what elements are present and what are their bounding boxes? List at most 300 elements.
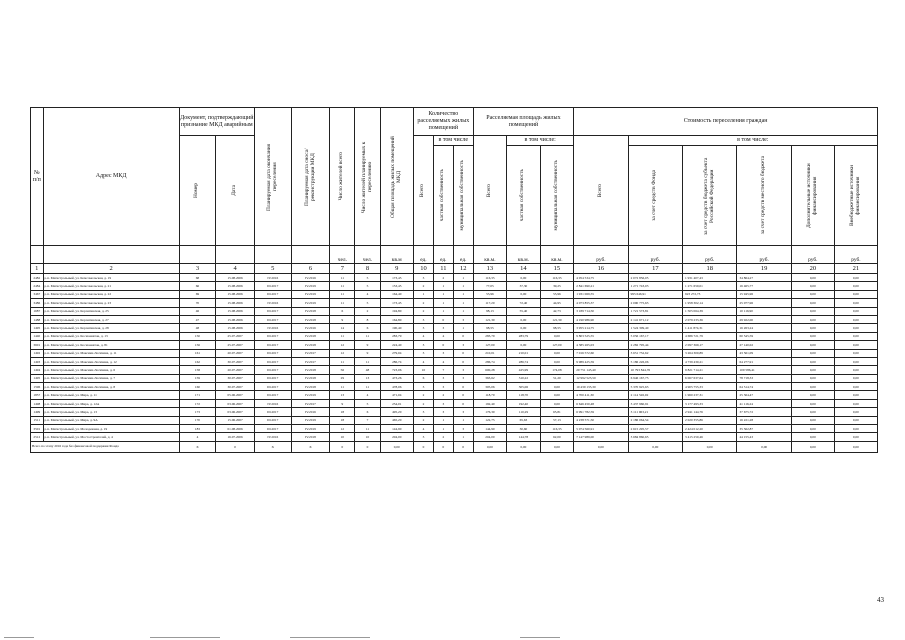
table-cell: 2 bbox=[414, 416, 434, 424]
table-cell: р.п. Магистральный, ул. Корчагинская, д. 25 bbox=[43, 307, 179, 315]
table-row bbox=[31, 374, 878, 382]
table-cell: 1 bbox=[453, 433, 473, 441]
resettlement-table bbox=[30, 107, 878, 453]
table-cell: р.п. Магистральный, ул. Максима Лесихина, д. 11 bbox=[43, 349, 179, 357]
table-cell: 2 841 690,21 bbox=[574, 282, 628, 290]
table-cell: ед. bbox=[414, 246, 434, 264]
table-cell: 118,70 bbox=[507, 391, 540, 399]
table-cell: 65,81 bbox=[540, 408, 574, 416]
table-cell: 2 141 671,12 bbox=[628, 315, 682, 323]
table-cell: 0 bbox=[453, 441, 473, 452]
header-date: Дата bbox=[216, 136, 255, 246]
table-row bbox=[31, 366, 878, 374]
table-cell: 0,00 bbox=[507, 274, 540, 282]
table-cell: 20.07.2007 bbox=[216, 349, 255, 357]
table-cell bbox=[43, 246, 179, 264]
table-cell: 144,90 bbox=[473, 425, 506, 433]
table-cell: 4 739 430,21 bbox=[683, 357, 737, 365]
table-cell: 4 bbox=[433, 357, 453, 365]
table-cell: III.2017 bbox=[254, 315, 291, 323]
table-cell: 44 155,43 bbox=[737, 433, 791, 441]
table-cell: 47 bbox=[179, 315, 216, 323]
table-cell: 16.07.2006 bbox=[216, 433, 255, 441]
table-cell: 286,74 bbox=[507, 357, 540, 365]
header-area-incl: в том числе: bbox=[507, 136, 574, 146]
header-fund: за счет средств Фонда bbox=[628, 146, 682, 246]
table-cell: 1596 bbox=[31, 383, 44, 391]
table-cell: 0,00 bbox=[791, 408, 834, 416]
table-cell: 7 bbox=[355, 416, 380, 424]
table-cell: 62,00 bbox=[540, 433, 574, 441]
table-cell: руб. bbox=[574, 246, 628, 264]
table-cell: 3 bbox=[414, 408, 434, 416]
page-number: 43 bbox=[877, 596, 884, 604]
table-cell: 160 bbox=[179, 383, 216, 391]
table-cell: 172 bbox=[179, 399, 216, 407]
table-cell: 2482 bbox=[31, 274, 44, 282]
table-cell: 3 bbox=[414, 274, 434, 282]
table-cell: 11 bbox=[330, 357, 355, 365]
table-cell: III.2017 bbox=[254, 332, 291, 340]
table-cell: III.2017 bbox=[254, 408, 291, 416]
table-cell: 0,00 bbox=[791, 290, 834, 298]
table-cell: 4 bbox=[355, 290, 380, 298]
table-cell: 2 bbox=[414, 307, 434, 315]
table-cell: IV.2016 bbox=[291, 408, 330, 416]
table-cell: 1 271 659,01 bbox=[683, 282, 737, 290]
table-cell: 1 bbox=[31, 264, 44, 274]
table-cell: 159 bbox=[179, 374, 216, 382]
table-cell: IV.2019 bbox=[291, 282, 330, 290]
table-cell: 30,60 bbox=[507, 425, 540, 433]
table-cell: 2 282 795,44 bbox=[628, 341, 682, 349]
table-cell: 11 bbox=[355, 357, 380, 365]
table-row bbox=[31, 307, 878, 315]
table-cell: 0,00 bbox=[540, 332, 574, 340]
table-cell: 11 bbox=[355, 383, 380, 391]
table-cell: 20.07.2007 bbox=[216, 366, 255, 374]
table-cell: 14 bbox=[330, 324, 355, 332]
table-cell: 190,40 bbox=[380, 324, 413, 332]
header-cost-incl: в том числе: bbox=[628, 136, 877, 146]
table-cell: 55,40 bbox=[507, 307, 540, 315]
table-cell: 41 116,24 bbox=[737, 399, 791, 407]
table-cell: 0,00 bbox=[791, 425, 834, 433]
table-cell: 192,40 bbox=[473, 399, 506, 407]
header-total-area: Общая площадь жилых помещений МКД bbox=[380, 108, 413, 246]
table-cell: 72,40 bbox=[507, 299, 540, 307]
table-cell: III.2017 bbox=[254, 416, 291, 424]
table-cell: 35 562,87 bbox=[737, 425, 791, 433]
table-cell: IV.2017 bbox=[291, 399, 330, 407]
table-cell: кв.м. bbox=[507, 246, 540, 264]
table-cell: 1495 bbox=[31, 374, 44, 382]
table-cell: 20 bbox=[791, 264, 834, 274]
table-cell: 4 054 534,75 bbox=[574, 274, 628, 282]
table-cell: 723,06 bbox=[380, 366, 413, 374]
header-rooms-group: Количество расселяемых жилых помещений bbox=[414, 108, 474, 136]
table-cell: 16 263,24 bbox=[737, 324, 791, 332]
table-cell: 144,90 bbox=[380, 425, 413, 433]
table-cell: 4 bbox=[414, 357, 434, 365]
table-cell: 0,00 bbox=[834, 408, 877, 416]
table-cell: 1 bbox=[453, 307, 473, 315]
table-cell: IV.2018 bbox=[291, 332, 330, 340]
table-row bbox=[31, 290, 878, 298]
table-cell: 2 941 144,76 bbox=[683, 408, 737, 416]
table-cell: 10 439 135,30 bbox=[574, 383, 628, 391]
table-cell: 425,99 bbox=[507, 366, 540, 374]
table-cell: 98,13 bbox=[473, 307, 506, 315]
table-cell: 13 bbox=[473, 264, 506, 274]
table-cell: 37,30 bbox=[507, 282, 540, 290]
table-cell: IV.2017 bbox=[291, 357, 330, 365]
table-cell: 6 946 167,73 bbox=[628, 374, 682, 382]
table-cell: 4 bbox=[179, 433, 216, 441]
table-cell: 1 bbox=[433, 299, 453, 307]
table-cell: 0 bbox=[433, 341, 453, 349]
table-cell: III.2017 bbox=[254, 425, 291, 433]
table-cell: 4 073 855,37 bbox=[574, 299, 628, 307]
scan-mark bbox=[290, 637, 370, 638]
table-cell: 2 097 369,17 bbox=[683, 341, 737, 349]
column-number-row bbox=[31, 264, 878, 274]
header-unrequested-sources: Внебюджетные источники финансирования bbox=[834, 146, 877, 246]
table-cell: 1499 bbox=[31, 408, 44, 416]
table-cell: 0,00 bbox=[574, 441, 628, 452]
table-cell: 7 016 572,60 bbox=[574, 349, 628, 357]
table-cell: 0,00 bbox=[791, 349, 834, 357]
table-cell: 78 718,33 bbox=[737, 374, 791, 382]
table-cell: 283,79 bbox=[507, 332, 540, 340]
table-cell: 0,00 bbox=[791, 315, 834, 323]
table-row bbox=[31, 383, 878, 391]
table-cell: 0,00 bbox=[834, 299, 877, 307]
table-cell: 3 189 714,50 bbox=[574, 307, 628, 315]
table-cell: 5 056 167,17 bbox=[628, 332, 682, 340]
table-cell: 34 864,27 bbox=[737, 274, 791, 282]
table-cell: 0,00 bbox=[834, 383, 877, 391]
table-cell: 0,00 bbox=[540, 441, 574, 452]
table-row bbox=[31, 299, 878, 307]
table-cell: 44,95 bbox=[540, 299, 574, 307]
table-cell: 173,45 bbox=[380, 299, 413, 307]
table-cell: 471,04 bbox=[380, 391, 413, 399]
table-cell: 3 bbox=[453, 366, 473, 374]
table-cell: 3 bbox=[414, 433, 434, 441]
table-cell: IV.2016 bbox=[291, 274, 330, 282]
table-cell: 2 bbox=[433, 274, 453, 282]
table-cell: 0,00 bbox=[737, 441, 791, 452]
table-cell: 363,62 bbox=[473, 374, 506, 382]
table-cell: 4 bbox=[414, 332, 434, 340]
table-cell: 2 615 295,57 bbox=[628, 425, 682, 433]
table-cell: 5 bbox=[355, 274, 380, 282]
table-cell: 0,00 bbox=[540, 349, 574, 357]
table-cell: 5 074 560,91 bbox=[574, 425, 628, 433]
table-cell: кв.м. bbox=[473, 246, 506, 264]
header-address: Адрес МКД bbox=[43, 108, 179, 246]
table-cell: 0,00 bbox=[834, 349, 877, 357]
table-cell: X bbox=[254, 441, 291, 452]
table-cell: 15 bbox=[540, 264, 574, 274]
table-cell: 2 114 526,02 bbox=[628, 391, 682, 399]
table-cell: 153,45 bbox=[380, 282, 413, 290]
table-cell: 0,00 bbox=[834, 441, 877, 452]
table-cell: 1492 bbox=[31, 349, 44, 357]
table-cell: 495,20 bbox=[380, 408, 413, 416]
table-cell: 116,35 bbox=[540, 425, 574, 433]
table-cell: р.п. Магистральный, ул. Комсомольская, д. 21 bbox=[43, 282, 179, 290]
table-cell: 18 bbox=[683, 264, 737, 274]
table-cell: IV.2018 bbox=[291, 433, 330, 441]
table-row bbox=[31, 416, 878, 424]
table-cell: 3501 bbox=[31, 425, 44, 433]
table-row bbox=[31, 341, 878, 349]
table-cell: IV.2018 bbox=[291, 366, 330, 374]
table-cell: 18 bbox=[330, 408, 355, 416]
table-cell: IV.2016 bbox=[254, 324, 291, 332]
table-cell: 10 bbox=[414, 366, 434, 374]
table-cell: 3 bbox=[414, 383, 434, 391]
table-cell: 7 147 989,00 bbox=[574, 433, 628, 441]
table-cell: 109 586,41 bbox=[737, 366, 791, 374]
table-cell: III.2017 bbox=[254, 307, 291, 315]
table-cell: 0,00 bbox=[628, 441, 682, 452]
table-cell: 3 415 250,46 bbox=[683, 433, 737, 441]
header-rooms-total: Всего bbox=[414, 136, 434, 246]
table-cell: III.2017 bbox=[254, 391, 291, 399]
table-cell: 0,00 bbox=[834, 341, 877, 349]
table-cell: 2 079 233,36 bbox=[683, 315, 737, 323]
table-cell: р.п. Магистральный, ул. Комсомольская, д. 23 bbox=[43, 299, 179, 307]
table-cell: 1 bbox=[433, 307, 453, 315]
header-doc-group: Документ, подтверждающий признание МКД аварийным bbox=[179, 108, 254, 136]
table-cell: 15.08.2006 bbox=[216, 299, 255, 307]
table-cell: 305,06 bbox=[473, 383, 506, 391]
table-cell: 53,96 bbox=[473, 290, 506, 298]
table-cell: 0 bbox=[453, 357, 473, 365]
table-cell: 110,29 bbox=[507, 408, 540, 416]
table-cell: 25 077,96 bbox=[737, 299, 791, 307]
table-cell: 4 700 411,30 bbox=[574, 391, 628, 399]
table-cell: IV.2016 bbox=[254, 274, 291, 282]
table-cell: 1 bbox=[453, 282, 473, 290]
table-cell: 0,00 bbox=[834, 374, 877, 382]
table-cell: III.2017 bbox=[254, 290, 291, 298]
table-cell: 11 bbox=[330, 383, 355, 391]
table-cell: 173 bbox=[179, 408, 216, 416]
table-cell: 10 bbox=[414, 264, 434, 274]
table-cell: 11 bbox=[355, 425, 380, 433]
header-area-total: Всего bbox=[473, 136, 506, 246]
table-cell: 4 238 571,50 bbox=[574, 416, 628, 424]
header-rooms-municipal: муниципальная собственность bbox=[453, 146, 473, 246]
table-cell: 224,40 bbox=[380, 341, 413, 349]
table-cell: 161 bbox=[179, 349, 216, 357]
table-cell: 305,06 bbox=[507, 383, 540, 391]
table-cell: 3 bbox=[453, 408, 473, 416]
table-cell: 1498 bbox=[31, 399, 44, 407]
table-cell: 0 bbox=[453, 349, 473, 357]
header-cost-group: Стоимость переселения граждан bbox=[574, 108, 878, 136]
table-cell: 194,80 bbox=[380, 307, 413, 315]
table-cell: 0,00 bbox=[834, 332, 877, 340]
table-cell: 0,00 bbox=[834, 416, 877, 424]
table-cell: 6 991 782,59 bbox=[574, 408, 628, 416]
table-cell: 283,79 bbox=[473, 332, 506, 340]
table-cell: 60 545,59 bbox=[737, 332, 791, 340]
table-cell: X bbox=[179, 441, 216, 452]
table-cell: 5 370 925,63 bbox=[628, 383, 682, 391]
table-cell: 3 bbox=[453, 425, 473, 433]
table-cell: 18 bbox=[330, 416, 355, 424]
table-cell: 4 bbox=[216, 264, 255, 274]
scan-mark bbox=[4, 637, 34, 638]
table-cell: 0,00 bbox=[791, 416, 834, 424]
table-cell: 3 651 732,62 bbox=[628, 349, 682, 357]
table-cell: 2 bbox=[433, 391, 453, 399]
table-cell: 164,80 bbox=[380, 315, 413, 323]
table-cell: р.п. Магистральный, ул. Комсомольская, д. 22 bbox=[43, 290, 179, 298]
table-row bbox=[31, 399, 878, 407]
table-row bbox=[31, 315, 878, 323]
total-row bbox=[31, 441, 878, 452]
table-cell: IV.2016 bbox=[254, 299, 291, 307]
table-cell: 0,00 bbox=[791, 307, 834, 315]
table-cell: 4 bbox=[355, 391, 380, 399]
table-cell: 0 bbox=[453, 399, 473, 407]
table-cell: 0,00 bbox=[791, 433, 834, 441]
table-cell: 51,20 bbox=[540, 374, 574, 382]
table-cell: 3 bbox=[453, 374, 473, 382]
table-cell: руб. bbox=[683, 246, 737, 264]
header-cost-total: Всего bbox=[574, 136, 628, 246]
table-cell: ед. bbox=[433, 246, 453, 264]
table-cell: IV.2018 bbox=[291, 374, 330, 382]
table-cell: 29 922,00 bbox=[737, 315, 791, 323]
table-cell: 3 bbox=[414, 324, 434, 332]
table-cell: р.п. Магистральный, ул. Мира, д. 11 bbox=[43, 391, 179, 399]
table-cell: 0,00 bbox=[540, 399, 574, 407]
table-cell: 0 bbox=[355, 441, 380, 452]
table-cell: 173,45 bbox=[380, 274, 413, 282]
table-cell: 2 bbox=[43, 264, 179, 274]
table-cell: 121,30 bbox=[540, 315, 574, 323]
table-cell: 158 bbox=[179, 366, 216, 374]
table-cell: 57,13 bbox=[540, 416, 574, 424]
table-cell: 0 bbox=[453, 391, 473, 399]
units-row bbox=[31, 246, 878, 264]
table-cell: 01.08.2006 bbox=[216, 425, 255, 433]
table-row bbox=[31, 332, 878, 340]
table-cell: 478,06 bbox=[380, 383, 413, 391]
table-cell: 13 bbox=[355, 374, 380, 382]
table-cell: 0,00 bbox=[473, 441, 506, 452]
table-cell: 1511 bbox=[31, 416, 44, 424]
table-cell: 0,00 bbox=[791, 332, 834, 340]
header-planned-resettlement: Планируемая дата окончания переселения bbox=[254, 108, 291, 246]
table-cell: 174,08 bbox=[540, 366, 574, 374]
table-cell: 3 684 860,65 bbox=[628, 433, 682, 441]
table-cell: 48 bbox=[355, 366, 380, 374]
table-cell: р.п. Магистральный, ул. Максима Лесихина, д. 12 bbox=[43, 357, 179, 365]
table-cell: 4 190 986,90 bbox=[574, 315, 628, 323]
table-cell: 0,00 bbox=[507, 315, 540, 323]
table-cell: 0,00 bbox=[791, 391, 834, 399]
table-cell: 10 bbox=[355, 433, 380, 441]
table-cell: 98,55 bbox=[540, 324, 574, 332]
table-cell: 3 bbox=[433, 324, 453, 332]
table-cell: 3 177 493,33 bbox=[683, 399, 737, 407]
table-cell: 0,00 bbox=[507, 290, 540, 298]
table-cell: 0 bbox=[330, 441, 355, 452]
table-cell: 0,00 bbox=[507, 341, 540, 349]
table-cell: 254,01 bbox=[380, 399, 413, 407]
table-cell: 1 931 069,55 bbox=[574, 290, 628, 298]
table-cell: 1 bbox=[433, 425, 453, 433]
table-cell: 0,00 bbox=[834, 399, 877, 407]
table-cell: 2 bbox=[414, 282, 434, 290]
table-cell: 5 bbox=[355, 282, 380, 290]
table-cell: 9 bbox=[355, 341, 380, 349]
header-extra-sources: Дополнительные источники финансирования bbox=[791, 146, 834, 246]
table-cell: 3 437 960,91 bbox=[628, 399, 682, 407]
table-cell: 0 bbox=[453, 332, 473, 340]
table-cell: 03.06.2007 bbox=[216, 408, 255, 416]
table-cell: 15.08.2006 bbox=[216, 274, 255, 282]
table-cell: 25.07.2007 bbox=[216, 332, 255, 340]
table-cell: IV.2019 bbox=[291, 290, 330, 298]
table-cell: 1 bbox=[453, 274, 473, 282]
table-cell: 15.06.2007 bbox=[216, 416, 255, 424]
table-cell: 14 bbox=[507, 264, 540, 274]
table-cell: 15.08.2006 bbox=[216, 307, 255, 315]
table-cell: 16 465,77 bbox=[737, 282, 791, 290]
table-cell: 4 905 755,33 bbox=[683, 383, 737, 391]
table-cell: 127,00 bbox=[473, 341, 506, 349]
table-cell: р.п. Магистральный, ул. Мира, д. 12А bbox=[43, 399, 179, 407]
table-cell: 0,00 bbox=[791, 341, 834, 349]
table-cell: 118,70 bbox=[473, 391, 506, 399]
table-cell: IV.2016 bbox=[291, 324, 330, 332]
table-cell: 0 bbox=[414, 441, 434, 452]
table-cell: 117,20 bbox=[473, 299, 506, 307]
table-cell: 2512 bbox=[31, 433, 44, 441]
table-cell: III.2017 bbox=[254, 282, 291, 290]
table-cell: р.п. Магистральный, ул. Максима Лесихина, д. 6 bbox=[43, 366, 179, 374]
header-area-private: частная собственность bbox=[507, 146, 540, 246]
table-cell: 1 271 743,03 bbox=[628, 282, 682, 290]
table-cell: 0,00 bbox=[380, 441, 413, 452]
table-cell: 3467 bbox=[31, 290, 44, 298]
table-cell: 37 675,72 bbox=[737, 408, 791, 416]
table-cell: 0,00 bbox=[834, 433, 877, 441]
table-cell: 16 221,28 bbox=[737, 416, 791, 424]
table-cell: р.п. Магистральный, ул. Корчагинская, д. 28 bbox=[43, 324, 179, 332]
table-cell: 210,01 bbox=[507, 349, 540, 357]
table-cell: 3 bbox=[433, 349, 453, 357]
table-cell: руб. bbox=[737, 246, 791, 264]
table-cell: 30.07.2007 bbox=[216, 383, 255, 391]
table-cell: 3 955 214,75 bbox=[574, 324, 628, 332]
table-cell: 0,00 bbox=[791, 399, 834, 407]
table-cell: 25.07.2007 bbox=[216, 341, 255, 349]
table-cell: 68 bbox=[179, 274, 216, 282]
table-row bbox=[31, 282, 878, 290]
table-cell: р.п. Магистральный, ул. Корчагинская, д. 27 bbox=[43, 315, 179, 323]
table-cell: 66 bbox=[179, 282, 216, 290]
